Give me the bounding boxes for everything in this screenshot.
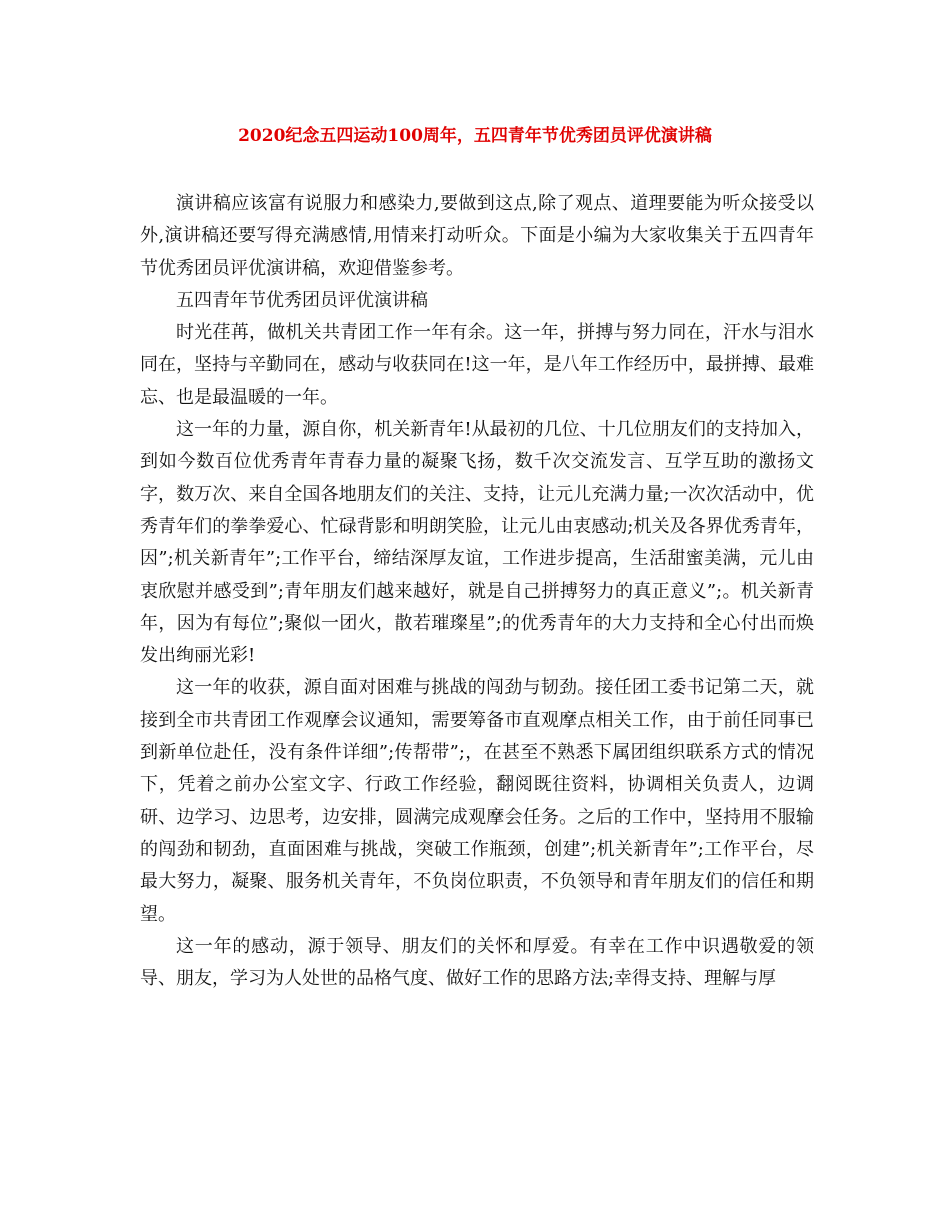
document-body [140,188,814,995]
paragraph: 这一年的收获，源自面对困难与挑战的闯劲与韧劲。接任团工委书记第二天，就接到全市共青团工作观摩会议通知，需要筹备市直观摩点相关工作，由于前任同事已到新单位赴任，没有条件详细”;传帮带”;，在甚至不熟悉下属团组织联系方式的情况下，凭着之前办公室文字、行政工作经验，翻阅既往资料，协调相关负责人，边调研、边学习、边思考，边安排，圆满完成观摩会任务。之后的工作中，坚持用不服输的闯劲和韧劲，直面困难与挑战，突破工作瓶颈，创建”;机关新青年”;工作平台，尽最大努力，凝聚、服务机关青年，不负岗位职责，不负领导和青年朋友们的信任和期望。 [140,677,814,925]
paragraph: 这一年的感动，源于领导、朋友们的关怀和厚爱。有幸在工作中识遇敬爱的领导、朋友，学习为人处世的品格气度、做好工作的思路方法;幸得支持、理解与厚 [140,935,814,990]
document-title: 2020纪念五四运动100周年，五四青年节优秀团员评优演讲稿 [238,126,712,146]
paragraph-intro: 演讲稿应该富有说服力和感染力,要做到这点,除了观点、道理要能为听众接受以外,演讲稿还要写得充满感情,用情来打动听众。下面是小编为大家收集关于五四青年节优秀团员评优演讲稿，欢迎借鉴参考。 [140,193,814,279]
paragraph: 时光荏苒，做机关共青团工作一年有余。这一年，拼搏与努力同在，汗水与泪水同在，坚持与辛勤同在，感动与收获同在!这一年，是八年工作经历中，最拼搏、最难忘、也是最温暖的一年。 [140,322,814,408]
paragraph-subtitle: 五四青年节优秀团员评优演讲稿 [176,289,428,311]
paragraph: 这一年的力量，源自你，机关新青年!从最初的几位、十几位朋友们的支持加入，到如今数百位优秀青年青春力量的凝聚飞扬，数千次交流发言、互学互助的激扬文字，数万次、来自全国各地朋友们的关注、支持，让元儿充满力量;一次次活动中，优秀青年们的拳拳爱心、忙碌背影和明朗笑脸，让元儿由衷感动;机关及各界优秀青年，因”;机关新青年”;工作平台，缔结深厚友谊，工作进步提高，生活甜蜜美满，元儿由衷欣慰并感受到”;青年朋友们越来越好，就是自己拼搏努力的真正意义”;。机关新青年，因为有每位”;聚似一团火，散若璀璨星”;的优秀青年的大力支持和全心付出而焕发出绚丽光彩! [140,419,814,667]
